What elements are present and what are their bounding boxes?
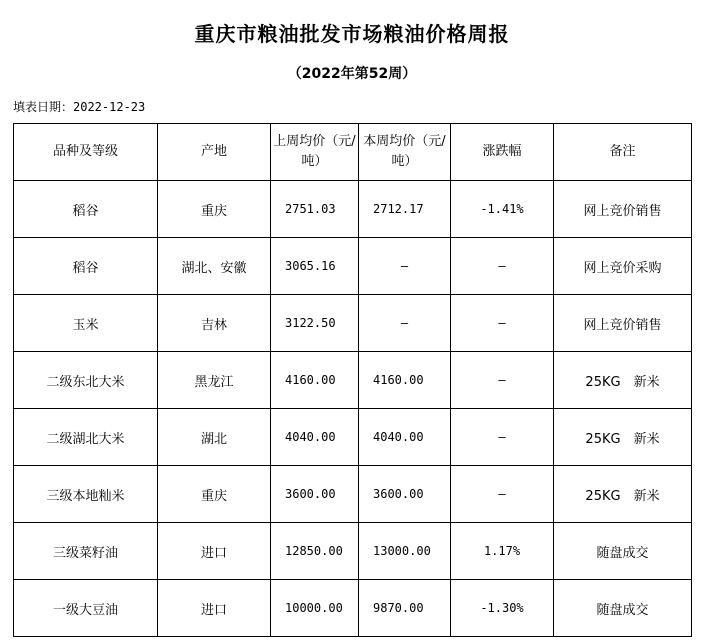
cell-variety: 三级菜籽油 — [14, 523, 158, 580]
cell-change: -1.30% — [451, 580, 554, 637]
cell-remarks: 网上竞价销售 — [554, 295, 692, 352]
cell-remarks: 随盘成交 — [554, 523, 692, 580]
header-this-week: 本周均价（元/吨） — [359, 124, 451, 181]
cell-change: — — [451, 295, 554, 352]
page-subtitle: （2022年第52周） — [287, 66, 417, 82]
cell-remarks: 随盘成交 — [554, 580, 692, 637]
cell-this-week: 3600.00 — [359, 466, 451, 523]
header-change: 涨跌幅 — [451, 124, 554, 181]
table-row — [14, 181, 692, 238]
cell-origin: 湖北 — [158, 409, 271, 466]
cell-variety: 二级湖北大米 — [14, 409, 158, 466]
cell-origin: 吉林 — [158, 295, 271, 352]
cell-last-week: 4040.00 — [271, 409, 359, 466]
table-row — [14, 352, 692, 409]
cell-change: — — [451, 238, 554, 295]
cell-change: — — [451, 466, 554, 523]
cell-remarks: 网上竞价采购 — [554, 238, 692, 295]
cell-this-week: 2712.17 — [359, 181, 451, 238]
cell-this-week: 9870.00 — [359, 580, 451, 637]
cell-origin: 重庆 — [158, 181, 271, 238]
table-row — [14, 580, 692, 637]
table-row — [14, 295, 692, 352]
cell-change: 1.17% — [451, 523, 554, 580]
cell-last-week: 12850.00 — [271, 523, 359, 580]
header-last-week: 上周均价（元/吨） — [271, 124, 359, 181]
fill-date: 填表日期：2022-12-23 — [13, 100, 146, 114]
cell-origin: 进口 — [158, 580, 271, 637]
table-row — [14, 466, 692, 523]
cell-remarks: 网上竞价销售 — [554, 181, 692, 238]
cell-this-week: — — [359, 238, 451, 295]
cell-this-week: 4040.00 — [359, 409, 451, 466]
table-row — [14, 523, 692, 580]
cell-last-week: 3122.50 — [271, 295, 359, 352]
cell-origin: 湖北、安徽 — [158, 238, 271, 295]
cell-remarks: 25KG 新米 — [554, 352, 692, 409]
cell-change: — — [451, 409, 554, 466]
cell-this-week: 13000.00 — [359, 523, 451, 580]
table-row — [14, 409, 692, 466]
table-header-row — [14, 124, 692, 181]
cell-variety: 一级大豆油 — [14, 580, 158, 637]
cell-variety: 稻谷 — [14, 238, 158, 295]
cell-remarks: 25KG 新米 — [554, 466, 692, 523]
cell-origin: 进口 — [158, 523, 271, 580]
header-remarks: 备注 — [554, 124, 692, 181]
header-variety: 品种及等级 — [14, 124, 158, 181]
cell-remarks: 25KG 新米 — [554, 409, 692, 466]
page-title: 重庆市粮油批发市场粮油价格周报 — [194, 22, 510, 46]
cell-last-week: 2751.03 — [271, 181, 359, 238]
cell-last-week: 3065.16 — [271, 238, 359, 295]
cell-origin: 重庆 — [158, 466, 271, 523]
cell-origin: 黑龙江 — [158, 352, 271, 409]
cell-variety: 三级本地籼米 — [14, 466, 158, 523]
cell-variety: 二级东北大米 — [14, 352, 158, 409]
cell-change: — — [451, 352, 554, 409]
header-origin: 产地 — [158, 124, 271, 181]
table-body — [14, 181, 692, 637]
price-table — [13, 123, 692, 637]
cell-variety: 玉米 — [14, 295, 158, 352]
cell-last-week: 3600.00 — [271, 466, 359, 523]
cell-this-week: — — [359, 295, 451, 352]
cell-variety: 稻谷 — [14, 181, 158, 238]
cell-last-week: 4160.00 — [271, 352, 359, 409]
table-row — [14, 238, 692, 295]
cell-change: -1.41% — [451, 181, 554, 238]
cell-last-week: 10000.00 — [271, 580, 359, 637]
cell-this-week: 4160.00 — [359, 352, 451, 409]
